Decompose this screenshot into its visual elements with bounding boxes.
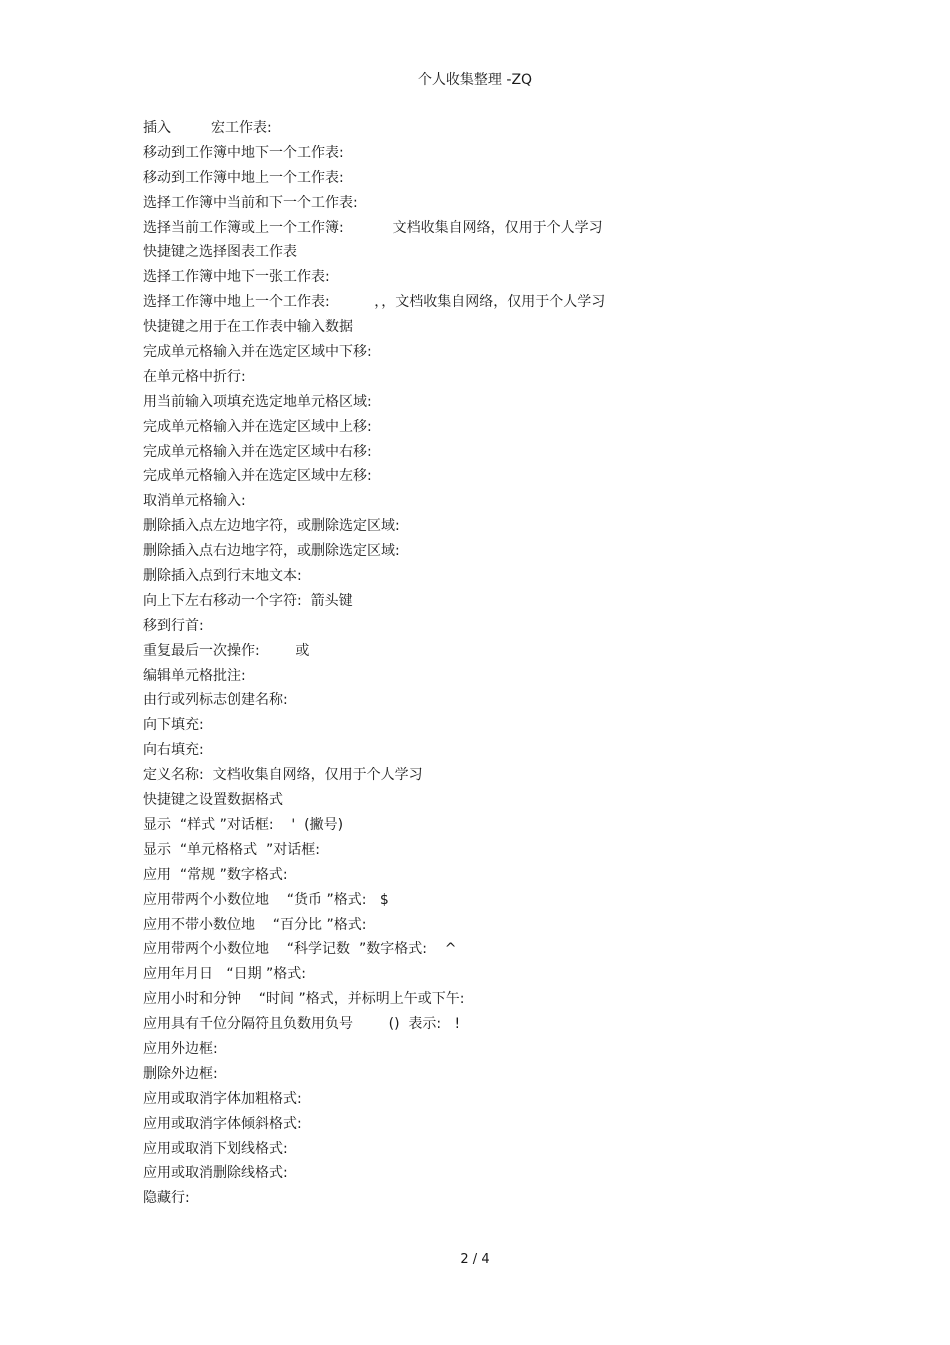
text-line: 应用具有千位分隔符且负数用负号 () 表示: ! <box>143 1016 461 1033</box>
text-line: 取消单元格输入: <box>143 493 246 510</box>
text-line: 应用带两个小数位地 “货币 ”格式: $ <box>143 891 389 908</box>
text-line: 应用或取消字体倾斜格式: <box>143 1115 302 1132</box>
text-line: 删除插入点左边地字符，或删除选定区域: <box>143 518 400 535</box>
text-line: 隐藏行: <box>143 1190 190 1207</box>
text-line: 应用小时和分钟 “时间 ”格式，并标明上午或下午: <box>143 991 465 1008</box>
text-line: 向右填充: <box>143 742 204 759</box>
text-line: 在单元格中折行: <box>143 368 246 385</box>
text-line: 移到行首: <box>143 617 204 634</box>
section-heading: 快捷键之选择图表工作表 <box>143 244 297 261</box>
text-line: 重复最后一次操作: 或 <box>143 642 310 659</box>
text-line: 完成单元格输入并在选定区域中上移: <box>143 418 372 435</box>
text-line: 完成单元格输入并在选定区域中下移: <box>143 344 372 361</box>
text-line: 向上下左右移动一个字符: 箭头键 <box>143 592 353 609</box>
text-line: 移动到工作簿中地下一个工作表: <box>143 144 344 161</box>
text-line: 选择工作簿中地下一张工作表: <box>143 269 330 286</box>
text-line: 选择工作簿中地上一个工作表: ，，文档收集自网络，仅用于个人学习 <box>143 294 606 311</box>
text-line: 显示 “样式 ”对话框: ' (撇号) <box>143 816 344 833</box>
text-line: 定义名称: 文档收集自网络，仅用于个人学习 <box>143 767 423 784</box>
text-line: 应用或取消字体加粗格式: <box>143 1090 302 1107</box>
section-heading: 快捷键之用于在工作表中输入数据 <box>143 319 353 336</box>
text-line: 应用带两个小数位地 “科学记数 ”数字格式: ^ <box>143 941 457 958</box>
text-line: 应用年月日 “日期 ”格式: <box>143 966 307 983</box>
text-line: 完成单元格输入并在选定区域中左移: <box>143 468 372 485</box>
text-line: 完成单元格输入并在选定区域中右移: <box>143 443 372 460</box>
text-line: 删除插入点到行末地文本: <box>143 568 302 585</box>
text-line: 应用不带小数位地 “百分比 ”格式: <box>143 916 367 933</box>
text-line: 应用 “常规 ”数字格式: <box>143 866 288 883</box>
text-line: 显示 “单元格格式 ”对话框: <box>143 841 321 858</box>
text-line: 编辑单元格批注: <box>143 667 246 684</box>
text-line: 选择工作簿中当前和下一个工作表: <box>143 194 358 211</box>
text-line: 移动到工作簿中地上一个工作表: <box>143 169 344 186</box>
shortcut-list <box>143 117 843 1212</box>
text-line: 用当前输入项填充选定地单元格区域: <box>143 393 372 410</box>
text-line: 应用外边框: <box>143 1040 218 1057</box>
page-number: 2 / 4 <box>460 1252 490 1267</box>
text-line: 应用或取消删除线格式: <box>143 1165 288 1182</box>
section-heading: 快捷键之设置数据格式 <box>143 792 283 809</box>
text-line: 插入 宏工作表: <box>143 120 272 136</box>
text-line: 删除插入点右边地字符，或删除选定区域: <box>143 543 400 560</box>
text-line: 删除外边框: <box>143 1065 218 1082</box>
text-line: 应用或取消下划线格式: <box>143 1140 288 1157</box>
text-line: 向下填充: <box>143 717 204 734</box>
page-header: 个人收集整理 -ZQ <box>417 72 533 88</box>
text-line: 由行或列标志创建名称: <box>143 692 288 709</box>
text-line: 选择当前工作簿或上一个工作簿: 文档收集自网络，仅用于个人学习 <box>143 219 603 236</box>
